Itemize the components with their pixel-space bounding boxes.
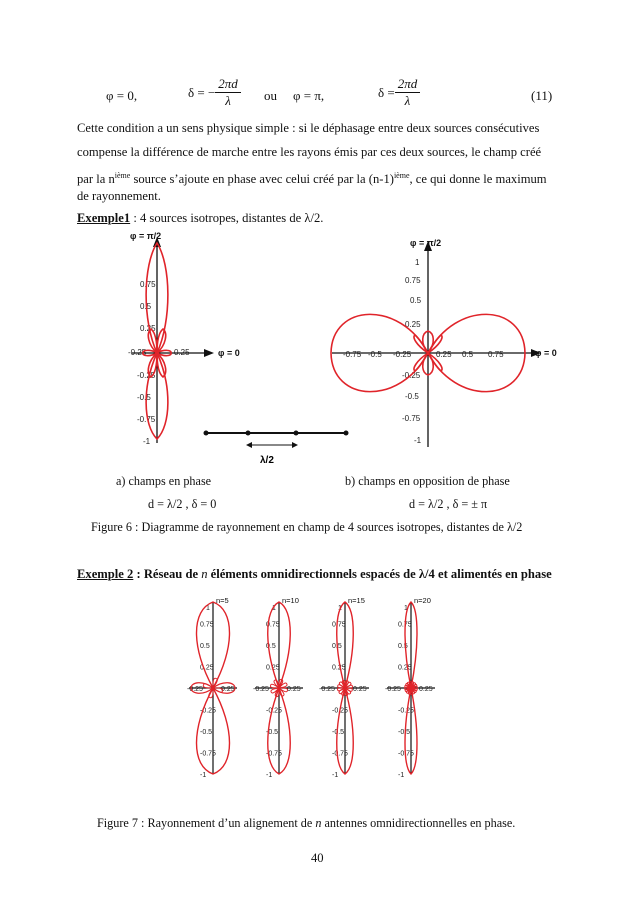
superscript-ieme-1: ième bbox=[114, 171, 131, 180]
right-tick-y-0.5: 0.5 bbox=[410, 296, 422, 305]
f7-tick-y-3-5: -0.75 bbox=[332, 750, 348, 758]
f7-tick-x-4-1: 0.25 bbox=[419, 686, 433, 693]
eq-fraction-b bbox=[395, 76, 421, 109]
eq-fraction-a bbox=[215, 76, 241, 109]
f7-n-label-4: n=20 bbox=[414, 596, 431, 605]
left-tick-y-0.5: 0.5 bbox=[140, 302, 152, 311]
f7-tick-y-3-1: 0.5 bbox=[332, 643, 342, 650]
paragraph-line-2: compense la différence de marche entre les rayons émis par ces deux sources, le champ créé bbox=[77, 145, 542, 159]
f7-tick-y-2-6: -1 bbox=[266, 772, 273, 779]
f7-tick-x-3-0: -0.25 bbox=[319, 686, 335, 693]
left-tick-y--1: -1 bbox=[143, 437, 151, 446]
left-tick-x--0.25: -0.25 bbox=[128, 348, 147, 357]
figure7-panel-4 bbox=[385, 596, 435, 779]
right-tick-y--0.75: -0.75 bbox=[402, 414, 421, 423]
eq-phi-pi: φ = π, bbox=[293, 88, 325, 103]
right-phi-pi2-label: φ = π/2 bbox=[410, 238, 442, 248]
f7-tick-y-3-3: -0.25 bbox=[332, 707, 348, 715]
figure7-panel-3 bbox=[319, 596, 369, 779]
f7-tick-y-2-1: 0.5 bbox=[266, 643, 276, 650]
f7-tick-y-1-6: -1 bbox=[200, 772, 207, 779]
spacing-indicator bbox=[204, 431, 349, 467]
figure6-caption-a-params: d = λ/2 , δ = 0 bbox=[148, 497, 217, 511]
right-tick-x--0.25: -0.25 bbox=[393, 350, 412, 359]
f7-tick-x-2-1: 0.25 bbox=[287, 686, 301, 693]
left-tick-y-0.75: 0.75 bbox=[140, 280, 156, 289]
left-phi0-label: φ = 0 bbox=[218, 348, 240, 358]
f7-tick-y-3-4: -0.5 bbox=[332, 729, 345, 736]
f7-tick-top-1: 1 bbox=[206, 605, 210, 612]
eq-fraction-a-num: 2πd bbox=[215, 76, 241, 93]
eq-delta-plus-text: δ = bbox=[378, 84, 395, 100]
f7-tick-y-1-3: -0.25 bbox=[200, 707, 216, 715]
figure6-caption-b: b) champs en opposition de phase bbox=[345, 474, 510, 488]
f7-tick-y-4-0: 0.75 bbox=[398, 621, 412, 629]
right-tick-x--0.75: -0.75 bbox=[343, 350, 362, 359]
right-tick-x-0.75: 0.75 bbox=[488, 350, 504, 359]
right-x-ticks bbox=[343, 350, 504, 359]
left-phi-pi2-label: φ = π/2 bbox=[130, 231, 162, 241]
example2-text-a: : Réseau de bbox=[133, 567, 202, 581]
f7-tick-y-1-0: 0.75 bbox=[200, 621, 214, 629]
example2-label: Exemple 2 bbox=[77, 567, 134, 581]
f7-tick-x-2-0: -0.25 bbox=[253, 686, 269, 693]
right-phi0-label: φ = 0 bbox=[535, 348, 557, 358]
paragraph-line-3b: source s’ajoute en phase avec celui créé par la (n-1) bbox=[130, 172, 394, 187]
source-3 bbox=[294, 431, 299, 436]
left-tick-x-0.25: 0.25 bbox=[174, 348, 190, 357]
example2-heading bbox=[77, 567, 552, 582]
eq-fraction-b-den: λ bbox=[404, 93, 411, 108]
left-tick-y--0.5: -0.5 bbox=[137, 393, 151, 402]
f7-tick-top-4: 1 bbox=[404, 605, 408, 612]
paragraph-line-3c: , ce qui donne le maximum bbox=[409, 172, 547, 187]
left-x-arrow bbox=[204, 349, 214, 357]
figure6-caption-a: a) champs en phase bbox=[116, 474, 212, 488]
figure7-caption bbox=[97, 816, 515, 831]
f7-tick-top-3: 1 bbox=[338, 605, 342, 612]
source-4 bbox=[344, 431, 349, 436]
eq-delta-minus bbox=[188, 76, 241, 109]
source-1 bbox=[204, 431, 209, 436]
figure7-diagrams bbox=[183, 588, 455, 788]
f7-tick-y-3-6: -1 bbox=[332, 772, 339, 779]
f7-n-label-2: n=10 bbox=[282, 596, 299, 605]
right-side-lobe-bl bbox=[414, 353, 428, 371]
left-tick-y--0.75: -0.75 bbox=[137, 415, 156, 424]
f7-tick-y-4-2: 0.25 bbox=[398, 664, 412, 672]
eq-fraction-b-num: 2πd bbox=[395, 76, 421, 93]
f7-n-label-3: n=15 bbox=[348, 596, 365, 605]
right-side-lobe-tl bbox=[414, 335, 428, 353]
f7-tick-y-4-3: -0.25 bbox=[398, 707, 414, 715]
f7-tick-y-4-5: -0.75 bbox=[398, 750, 414, 758]
right-tick-x--0.5: -0.5 bbox=[368, 350, 382, 359]
figure7-caption-n: n bbox=[315, 816, 322, 830]
superscript-ieme-2: ième bbox=[393, 171, 410, 180]
figure6-right-plot bbox=[331, 238, 557, 447]
figure6-left-plot bbox=[128, 231, 240, 446]
right-tick-y-0.25: 0.25 bbox=[405, 320, 421, 329]
f7-tick-top-2: 1 bbox=[272, 605, 276, 612]
f7-tick-x-4-0: -0.25 bbox=[385, 686, 401, 693]
figure6-caption: Figure 6 : Diagramme de rayonnement en champ de 4 sources isotropes, distantes de λ/2 bbox=[91, 520, 523, 534]
f7-tick-y-1-4: -0.5 bbox=[200, 729, 213, 736]
eq-delta-minus-text: δ = − bbox=[188, 84, 216, 100]
paragraph-line-4: de rayonnement. bbox=[77, 189, 161, 203]
f7-tick-x-1-0: -0.25 bbox=[187, 686, 203, 693]
spacing-arrow-right bbox=[292, 442, 298, 448]
eq-phi-zero: φ = 0, bbox=[106, 88, 138, 103]
f7-tick-y-2-5: -0.75 bbox=[266, 750, 282, 758]
f7-tick-y-2-3: -0.25 bbox=[266, 707, 282, 715]
f7-tick-x-3-1: 0.25 bbox=[353, 686, 367, 693]
right-tick-y-0.75: 0.75 bbox=[405, 276, 421, 285]
spacing-arrow-left bbox=[246, 442, 252, 448]
figure7-panel-2 bbox=[253, 596, 303, 779]
eq-fraction-a-den: λ bbox=[225, 93, 231, 108]
paragraph-line-3a: par la n bbox=[77, 172, 115, 187]
source-2 bbox=[246, 431, 251, 436]
eq-ou: ou bbox=[264, 88, 277, 103]
figure7-caption-a: Figure 7 : Rayonnement d’un alignement de bbox=[97, 816, 316, 830]
f7-tick-y-4-1: 0.5 bbox=[398, 643, 408, 650]
figure7-caption-b: antennes omnidirectionnelles en phase. bbox=[321, 816, 516, 830]
right-tick-x-0.5: 0.5 bbox=[462, 350, 474, 359]
figure6-diagrams bbox=[110, 225, 565, 467]
right-tick-y--0.25: -0.25 bbox=[402, 371, 421, 380]
right-tick-y-1: 1 bbox=[415, 258, 420, 267]
page-number: 40 bbox=[311, 851, 324, 865]
example1-text: : 4 sources isotropes, distantes de λ/2. bbox=[130, 211, 324, 225]
right-tick-y--0.5: -0.5 bbox=[405, 392, 419, 401]
example2-text-n: n bbox=[201, 567, 208, 581]
f7-tick-y-1-2: 0.25 bbox=[200, 664, 214, 672]
f7-tick-y-3-2: 0.25 bbox=[332, 664, 346, 672]
f7-tick-y-4-4: -0.5 bbox=[398, 729, 411, 736]
right-tick-x-0.25: 0.25 bbox=[436, 350, 452, 359]
f7-tick-y-1-5: -0.75 bbox=[200, 750, 216, 758]
left-tick-y-0.25: 0.25 bbox=[140, 324, 156, 333]
eq-number: (11) bbox=[531, 88, 553, 103]
f7-tick-y-2-4: -0.5 bbox=[266, 729, 279, 736]
f7-tick-y-2-0: 0.75 bbox=[266, 621, 280, 629]
f7-n-label-1: n=5 bbox=[216, 596, 229, 605]
spacing-label: λ/2 bbox=[260, 455, 274, 466]
right-tick-y--1: -1 bbox=[414, 436, 422, 445]
f7-tick-y-2-2: 0.25 bbox=[266, 664, 280, 672]
example1-label: Exemple1 bbox=[77, 211, 131, 225]
figure7-panel-1 bbox=[187, 596, 237, 779]
figure6-caption-b-params: d = λ/2 , δ = ± π bbox=[409, 497, 488, 511]
f7-tick-y-1-1: 0.5 bbox=[200, 643, 210, 650]
f7-tick-y-3-0: 0.75 bbox=[332, 621, 346, 629]
example2-text-b: éléments omnidirectionnels espacés de λ/4 et alimentés en phase bbox=[207, 567, 552, 581]
f7-tick-y-4-6: -1 bbox=[398, 772, 405, 779]
left-tick-y--0.25: -0.25 bbox=[137, 371, 156, 380]
paragraph-line-1: Cette condition a un sens physique simple : si le déphasage entre deux sources consécutives bbox=[77, 121, 540, 135]
eq-delta-plus bbox=[378, 76, 420, 109]
f7-tick-x-1-1: 0.25 bbox=[221, 686, 235, 693]
